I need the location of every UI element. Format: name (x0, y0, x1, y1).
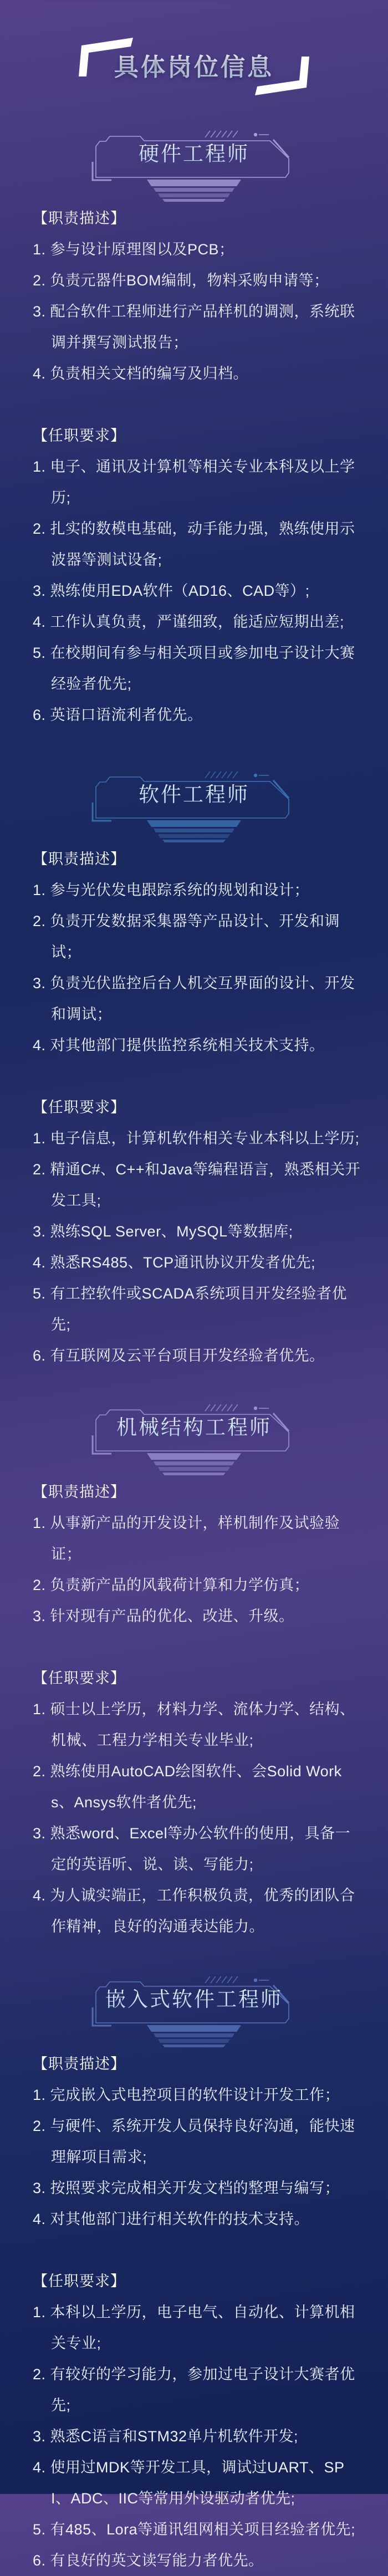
list-item: 5. 有485、Lora等通讯组网相关项目经验者优先; (33, 2521, 356, 2538)
list-item: 3. 配合软件工程师进行产品样机的调测，系统联调并撰写测试报告； (33, 303, 355, 351)
list-item: 1. 硕士以上学历，材料力学、流体力学、结构、机械、工程力学相关专业毕业; (33, 1701, 355, 1749)
job-section-embedded (0, 1974, 388, 2576)
section-title-block (91, 769, 297, 852)
list-item: 4. 对其他部门提供监控系统相关技术支持。 (33, 1037, 325, 1054)
list-item: 3. 负责光伏监控后台人机交互界面的设计、开发和调试； (33, 975, 355, 1023)
job-section-mechanical (0, 1402, 388, 1942)
duties-list (0, 234, 388, 389)
pedestal (147, 2025, 241, 2047)
list-item: 6. 英语口语流利者优先。 (33, 707, 203, 723)
list-item: 6. 有互联网及云平台项目开发经验者优先。 (33, 1347, 325, 1364)
requirements-heading: 【任职要求】 (33, 427, 126, 444)
list-item: 1. 参与设计原理图以及PCB； (33, 241, 234, 258)
list-item: 6. 有良好的英文读写能力者优先。 (33, 2552, 264, 2569)
list-item: 1. 参与光伏发电跟踪系统的规划和设计； (33, 882, 310, 898)
duties-heading: 【职责描述】 (33, 2056, 126, 2072)
pedestal (147, 180, 241, 202)
main-title-block (72, 0, 316, 101)
list-item: 2. 与硬件、系统开发人员保持良好沟通，能快速理解项目需求; (33, 2118, 355, 2165)
list-item: 1. 完成嵌入式电控项目的软件设计开发工作； (33, 2087, 340, 2103)
duties-list (0, 1507, 388, 1632)
duties-heading: 【职责描述】 (33, 210, 126, 227)
list-item: 3. 熟练使用EDA软件（AD16、CAD等）; (33, 582, 310, 599)
section-title-block (91, 129, 297, 212)
list-item: 4. 负责相关文档的编写及归档。 (33, 365, 249, 382)
list-item: 3. 熟练SQL Server、MySQL等数据库; (33, 1223, 293, 1240)
list-item: 2. 熟练使用AutoCAD绘图软件、会Solid Works、Ansys软件者优先; (33, 1763, 342, 1811)
list-item: 3. 按照要求完成相关开发文档的整理与编写； (33, 2180, 340, 2196)
list-item: 2. 有较好的学习能力，参加过电子设计大赛者优先; (33, 2366, 355, 2414)
pedestal (147, 820, 241, 842)
duties-heading: 【职责描述】 (33, 1484, 126, 1500)
duties-list (0, 875, 388, 1061)
pedestal (147, 1453, 241, 1475)
requirements-heading: 【任职要求】 (33, 1670, 126, 1686)
list-item: 5. 有工控软件或SCADA系统项目开发经验者优先; (33, 1285, 348, 1333)
corner-bracket-top-left-icon (79, 38, 133, 76)
list-item: 4. 为人诚实端正，工作积极负责，优秀的团队合作精神，良好的沟通表达能力。 (33, 1887, 355, 1935)
list-item: 3. 熟悉word、Excel等办公软件的使用，具备一定的英语听、说、读、写能力; (33, 1825, 351, 1873)
list-item: 2. 负责元器件BOM编制，物料采购申请等； (33, 272, 329, 289)
list-item: 4. 工作认真负责，严谨细致，能适应短期出差; (33, 614, 345, 630)
list-item: 1. 从事新产品的开发设计，样机制作及试验验证； (33, 1515, 340, 1562)
list-item: 4. 对其他部门进行相关软件的技术支持。 (33, 2211, 310, 2227)
list-item: 1. 电子、通讯及计算机等相关专业本科及以上学历; (33, 458, 355, 506)
list-item: 5. 在校期间有参与相关项目或参加电子设计大赛经验者优先; (33, 645, 355, 692)
list-item: 4. 使用过MDK等开发工具，调试过UART、SPI、ADC、IIC等常用外设驱动者优先; (33, 2459, 345, 2507)
section-title-block (91, 1974, 297, 2057)
requirements-list (0, 1694, 388, 1942)
list-item: 4. 熟悉RS485、TCP通讯协议开发者优先; (33, 1254, 316, 1271)
job-section-software (0, 769, 388, 1371)
duties-heading: 【职责描述】 (33, 851, 126, 867)
duties-list (0, 2079, 388, 2235)
requirements-heading: 【任职要求】 (33, 1099, 126, 1116)
corner-bracket-bottom-right-icon (255, 57, 309, 95)
list-item: 3. 熟悉C语言和STM32单片机软件开发; (33, 2428, 299, 2445)
section-title: 软件工程师 (91, 769, 297, 820)
section-title: 硬件工程师 (91, 129, 297, 180)
requirements-list (0, 451, 388, 730)
list-item: 1. 本科以上学历，电子电气、自动化、计算机相关专业; (33, 2304, 355, 2352)
section-title-block (91, 1402, 297, 1485)
list-item: 2. 扎实的数模电基础，动手能力强，熟练使用示波器等测试设备; (33, 520, 355, 568)
requirements-heading: 【任职要求】 (33, 2273, 126, 2289)
list-item: 2. 负责新产品的风载荷计算和力学仿真； (33, 1577, 310, 1593)
list-item: 3. 针对现有产品的优化、改进、升级。 (33, 1608, 294, 1624)
section-title: 机械结构工程师 (91, 1402, 297, 1453)
requirements-list (0, 1123, 388, 1371)
section-title: 嵌入式软件工程师 (91, 1974, 297, 2025)
title-corner-brackets (72, 34, 316, 99)
requirements-list (0, 2297, 388, 2576)
list-item: 2. 负责开发数据采集器等产品设计、开发和调试； (33, 913, 340, 960)
page-title: 具体岗位信息 (72, 37, 316, 99)
job-section-hardware (0, 129, 388, 730)
list-item: 2. 精通C#、C++和Java等编程语言，熟悉相关开发工具; (33, 1161, 361, 1209)
list-item: 1. 电子信息，计算机软件相关专业本科以上学历; (33, 1130, 360, 1147)
